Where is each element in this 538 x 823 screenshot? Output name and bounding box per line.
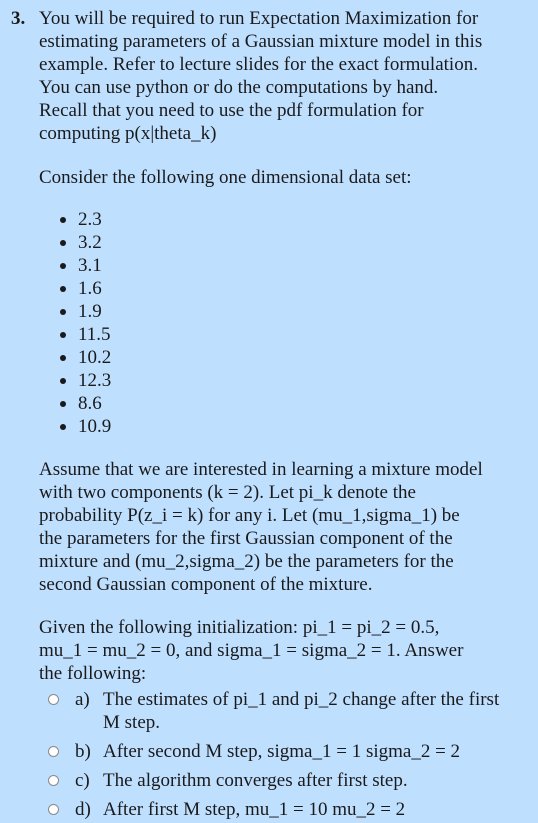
option-text: M step.	[103, 712, 160, 733]
intro-line: You can use python or do the computations by hand.	[39, 77, 439, 98]
initialization-paragraph	[39, 616, 529, 685]
option-text: The estimates of pi_1 and pi_2 change after the first	[103, 689, 500, 710]
bullet-icon	[60, 401, 66, 407]
dataset-intro: Consider the following one dimensional data set:	[39, 167, 412, 188]
intro-line: estimating parameters of a Gaussian mixture model in this	[39, 31, 483, 52]
bullet-icon	[60, 332, 66, 338]
data-point-item	[39, 231, 529, 254]
data-point-item	[39, 277, 529, 300]
assumption-line: Assume that we are interested in learning a mixture model	[39, 459, 483, 480]
intro-paragraph	[39, 7, 529, 145]
initialization-line: Given the following initialization: pi_1 = pi_2 = 0.5,	[39, 617, 440, 638]
data-point-item	[39, 300, 529, 323]
option-text: After first M step, mu_1 = 10 mu_2 = 2	[103, 799, 406, 820]
assumption-line: mixture and (mu_2,sigma_2) be the parameters for the	[39, 551, 454, 572]
assumption-line: the parameters for the first Gaussian component of the	[39, 528, 453, 549]
assumption-paragraph	[39, 458, 529, 596]
option-letter: a)	[75, 689, 90, 710]
intro-line: example. Refer to lecture slides for the exact formulation.	[39, 54, 478, 75]
bullet-icon	[60, 309, 66, 315]
option-d[interactable]	[0, 798, 529, 821]
data-point-value: 10.9	[78, 416, 112, 437]
radio-button-b[interactable]	[48, 746, 59, 757]
data-point-item	[39, 323, 529, 346]
initialization-line: the following:	[39, 663, 147, 684]
option-b[interactable]	[0, 740, 529, 763]
data-point-item	[39, 369, 529, 392]
initialization-line: mu_1 = mu_2 = 0, and sigma_1 = sigma_2 = 1. Answer	[39, 640, 464, 661]
option-text: The algorithm converges after first step.	[103, 770, 408, 791]
data-point-item	[39, 346, 529, 369]
data-point-value: 3.1	[78, 255, 102, 276]
data-point-value: 2.3	[78, 209, 102, 230]
intro-line: Recall that you need to use the pdf formulation for	[39, 100, 424, 121]
assumption-line: probability P(z_i = k) for any i. Let (mu_1,sigma_1) be	[39, 505, 460, 526]
data-point-value: 8.6	[78, 393, 102, 414]
option-c[interactable]	[0, 769, 529, 792]
question-number: 3.	[11, 8, 26, 29]
intro-line: You will be required to run Expectation Maximization for	[39, 8, 479, 29]
data-point-value: 1.6	[78, 278, 102, 299]
bullet-icon	[60, 378, 66, 384]
bullet-icon	[60, 424, 66, 430]
intro-line: computing p(x|theta_k)	[39, 123, 217, 144]
data-point-item	[39, 415, 529, 438]
assumption-line: with two components (k = 2). Let pi_k denote the	[39, 482, 416, 503]
bullet-icon	[60, 286, 66, 292]
data-point-value: 11.5	[78, 324, 111, 345]
data-point-item	[39, 254, 529, 277]
option-a[interactable]	[0, 688, 529, 734]
radio-button-c[interactable]	[48, 775, 59, 786]
option-letter: c)	[75, 770, 90, 791]
answer-options	[39, 688, 529, 821]
data-point-value: 10.2	[78, 347, 112, 368]
radio-button-a[interactable]	[48, 694, 59, 705]
option-letter: b)	[75, 741, 91, 762]
data-point-value: 3.2	[78, 232, 102, 253]
assumption-line: second Gaussian component of the mixture.	[39, 574, 373, 595]
data-point-value: 12.3	[78, 370, 112, 391]
bullet-icon	[60, 217, 66, 223]
data-point-item	[39, 208, 529, 231]
radio-button-d[interactable]	[48, 804, 59, 815]
data-point-list	[39, 208, 529, 438]
option-letter: d)	[75, 799, 91, 820]
bullet-icon	[60, 263, 66, 269]
question-body	[39, 7, 529, 821]
bullet-icon	[60, 240, 66, 246]
data-point-value: 1.9	[78, 301, 102, 322]
bullet-icon	[60, 355, 66, 361]
data-point-item	[39, 392, 529, 415]
option-text: After second M step, sigma_1 = 1 sigma_2 = 2	[103, 741, 461, 762]
